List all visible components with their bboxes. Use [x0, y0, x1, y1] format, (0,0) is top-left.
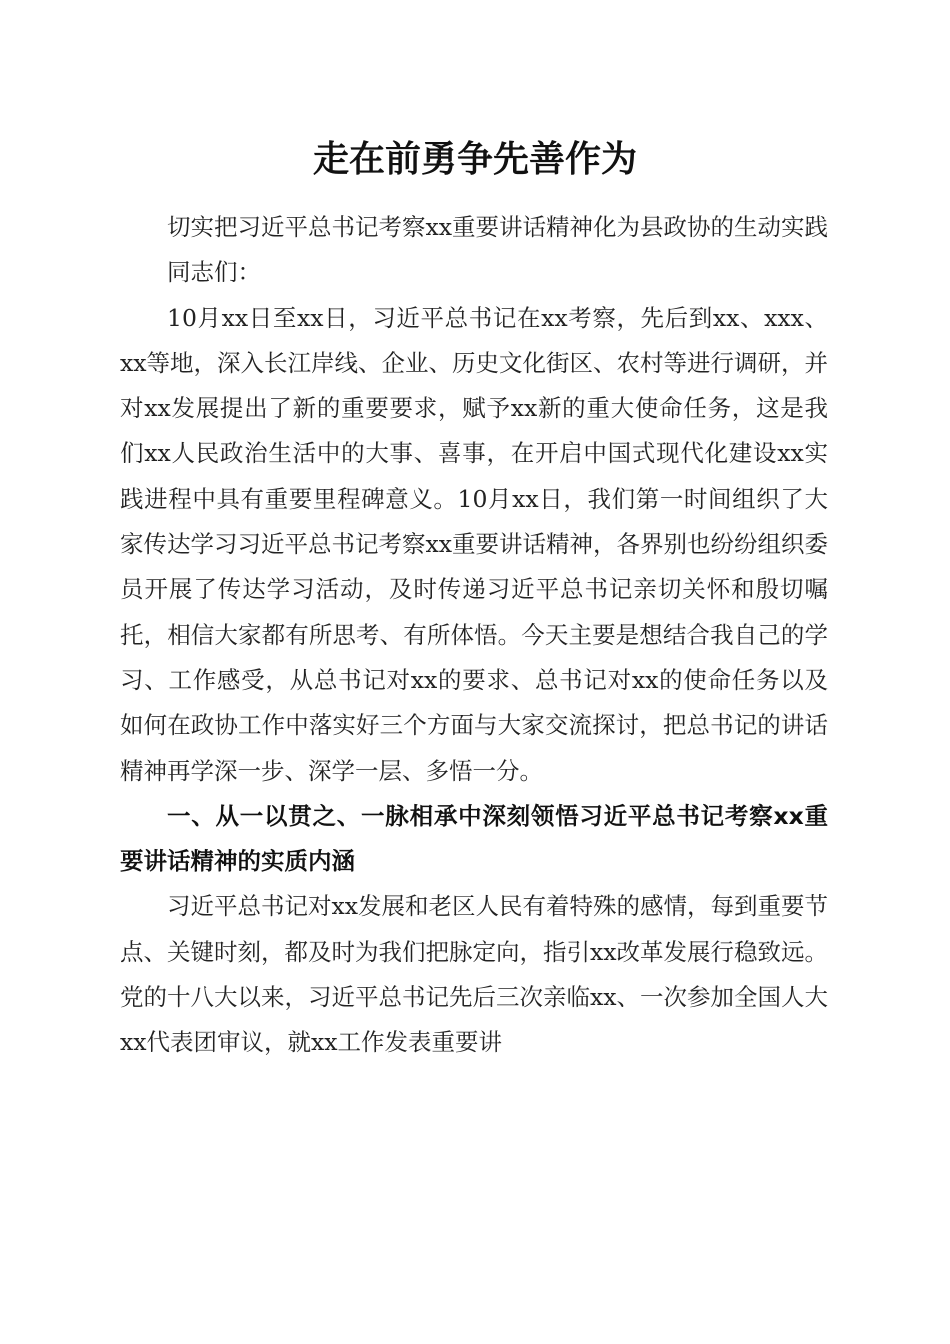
subtitle-paragraph: 切实把习近平总书记考察xx重要讲话精神化为县政协的生动实践 [167, 213, 829, 241]
salutation: 同志们： [167, 258, 261, 287]
intro-paragraph: 10月xx日至xx日，习近平总书记在xx考察，先后到xx、xxx、xx等地，深入长江岸线、企业、历史文化街区、农村等进行调研，并对xx发展提出了新的重要要求，赋予xx新的重大使命任务，这是我们xx人民政治生活中的大事、喜事，在开启中国式现代化建设xx实践进程中具有重要里程碑意义。10月xx日，我们第一时间组织了大家传达学习习近平总书记考察xx重要讲话精神，各界别也纷纷组织委员开展了传达学习活动，及时传递习近平总书记亲切关怀和殷切嘱托，相信大家都有所思考、有所体悟。今天主要是想结合我自己的学习、工作感受，从总书记对xx的要求、总书记对xx的使命任务以及如何在政协工作中落实好三个方面与大家交流探讨，把总书记的讲话精神再学深一步、深学一层、多悟一分。 [120, 303, 829, 785]
section-1-paragraph: 习近平总书记对xx发展和老区人民有着特殊的感情，每到重要节点、关键时刻，都及时为我们把脉定向，指引xx改革发展行稳致远。党的十八大以来，习近平总书记先后三次亲临xx、一次参加全国人大xx代表团审议，就xx工作发表重要讲 [120, 892, 829, 1057]
section-heading-1: 一、从一以贯之、一脉相承中深刻领悟习近平总书记考察xx重要讲话精神的实质内涵 [120, 801, 828, 876]
document-body [120, 205, 828, 1066]
document-title: 走在前勇争先善作为 [312, 138, 637, 180]
